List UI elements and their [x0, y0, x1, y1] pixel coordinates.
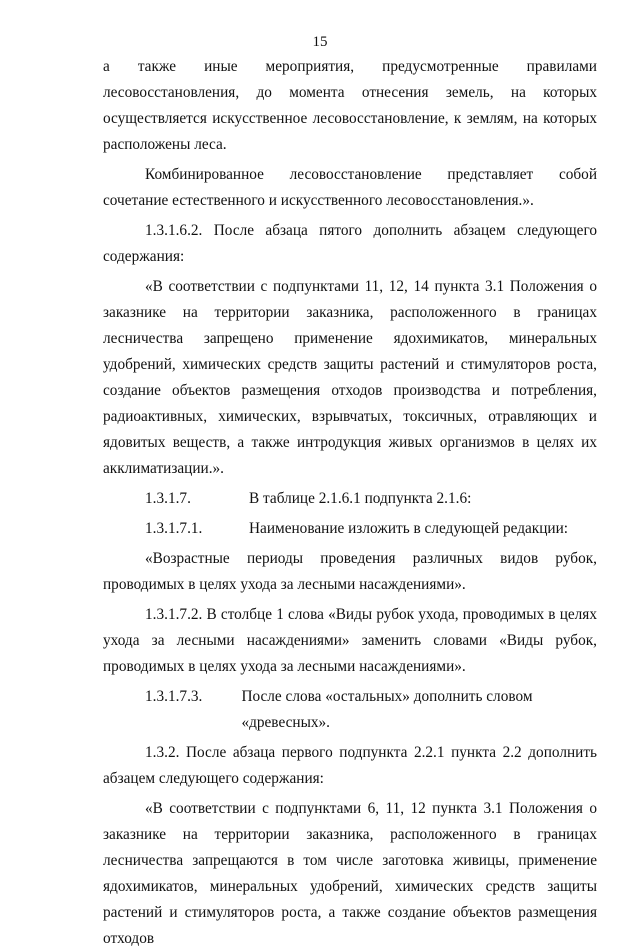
document-body [103, 54, 597, 952]
paragraph-quote-prohibitions: «В соответствии с подпунктами 11, 12, 14 пункта 3.1 Положения о заказнике на территории заказника, расположенного в границах лесничества запрещено применение ядохимикатов, минеральных удобрений, химических средств защиты растений и стимуляторов роста, создание объектов размещения отходов производства и потребления, радиоактивных, химических, взрывчатых, токсичных, отравляющих и ядовитых веществ, а также интродукция живых организмов в целях их акклиматизации.». [103, 278, 597, 477]
paragraph-1-3-1-6-2: 1.3.1.6.2. После абзаца пятого дополнить абзацем следующего содержания: [103, 222, 597, 265]
clause-text: В таблице 2.1.6.1 подпункта 2.1.6: [249, 490, 472, 507]
paragraph-continuation: а также иные мероприятия, предусмотренные правилами лесовосстановления, до момента отнесения земель, на которых осуществляется искусственное лесовосстановление, к землям, на которых расположены леса. [103, 58, 597, 153]
paragraph-1-3-1-7-1 [103, 516, 597, 542]
paragraph-combined-reforestation: Комбинированное лесовосстановление представляет собой сочетание естественного и искусственного лесовосстановления.». [103, 166, 597, 209]
clause-text: После слова «остальных» дополнить словом «древесных». [241, 688, 533, 731]
clause-number: 1.3.1.7.3. [145, 688, 203, 705]
clause-number: 1.3.1.7. [145, 490, 191, 507]
paragraph-1-3-1-7 [103, 486, 597, 512]
paragraph-1-3-2: 1.3.2. После абзаца первого подпункта 2.2.1 пункта 2.2 дополнить абзацем следующего содержания: [103, 744, 597, 787]
clause-text: Наименование изложить в следующей редакции: [249, 520, 569, 537]
clause-number: 1.3.1.7.1. [145, 520, 203, 537]
paragraph-1-3-1-7-3 [103, 684, 597, 736]
paragraph-quote-resin-prohibition: «В соответствии с подпунктами 6, 11, 12 пункта 3.1 Положения о заказнике на территории заказника, расположенного в границах лесничества запрещаются в том числе заготовка живицы, применение ядохимикатов, минеральных удобрений, химических средств защиты растений и стимуляторов роста, а также создание объектов размещения отходов [103, 800, 597, 947]
page-number: 15 [312, 34, 328, 50]
paragraph-1-3-1-7-2: 1.3.1.7.2. В столбце 1 слова «Виды рубок ухода, проводимых в целях ухода за лесными насаждениями» заменить словами «Виды рубок, проводимых в целях ухода за лесными насаждениями». [103, 606, 597, 675]
paragraph-quote-age-periods: «Возрастные периоды проведения различных видов рубок, проводимых в целях ухода за лесными насаждениями». [103, 550, 597, 593]
